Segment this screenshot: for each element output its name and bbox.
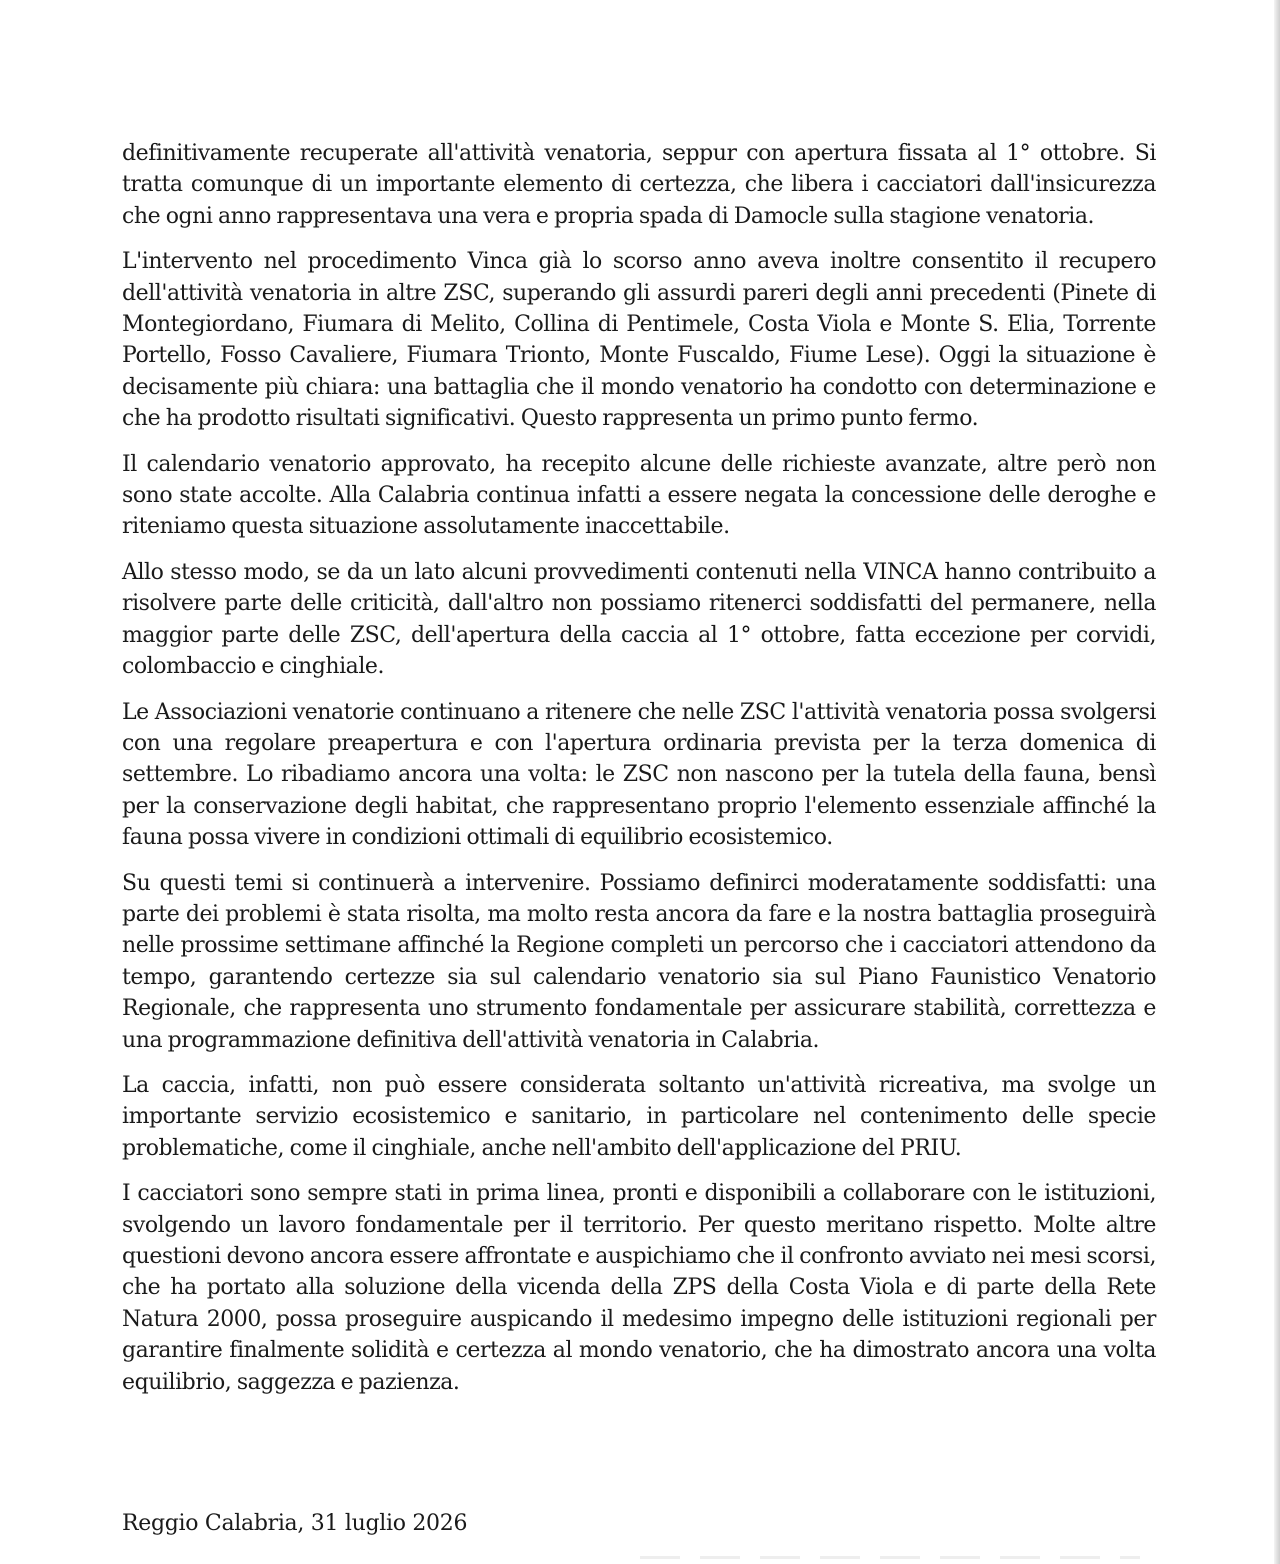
document-body — [122, 138, 1156, 1412]
paragraph-5: Le Associazioni venatorie continuano a ritenere che nelle ZSC l'attività venatoria possa svolgersi con una regolare preapertura e con l'apertura ordinaria prevista per la terza domenica di settembre. Lo ribadiamo ancora una volta: le ZSC non nascono per la tutela della fauna, bensì per la conservazione degli habitat, che rappresentano proprio l'elemento essenziale affinché la fauna possa vivere in condizioni ottimali di equilibrio ecosistemico. — [122, 699, 1156, 851]
paragraph-1: definitivamente recuperate all'attività venatoria, seppur con apertura fissata al 1° ottobre. Si tratta comunque di un importante elemento di certezza, che libera i cacciatori dall'insicurezza che ogni anno rappresentava una vera e propria spada di Damocle sulla stagione venatoria. — [122, 141, 1156, 229]
paragraph-6: Su questi temi si continuerà a intervenire. Possiamo definirci moderatamente soddisfatti: una parte dei problemi è stata risolta, ma molto resta ancora da fare e la nostra battaglia proseguirà nelle prossime settimane affinché la Regione completi un percorso che i cacciatori attendono da tempo, garantendo certezze sia sul calendario venatorio sia sul Piano Faunistico Venatorio Regionale, che rappresenta uno strumento fondamentale per assicurare stabilità, correttezza e una programmazione definitiva dell'attività venatoria in Calabria. — [122, 870, 1156, 1053]
paragraph-4: Allo stesso modo, se da un lato alcuni provvedimenti contenuti nella VINCA hanno contribuito a risolvere parte delle criticità, dall'altro non possiamo ritenerci soddisfatti del permanere, nella maggior parte delle ZSC, dell'apertura della caccia al 1° ottobre, fatta eccezione per corvidi, colombaccio e cinghiale. — [122, 559, 1156, 680]
page-edge-shadow — [1274, 0, 1280, 1564]
paragraph-8: I cacciatori sono sempre stati in prima linea, pronti e disponibili a collaborare con le istituzioni, svolgendo un lavoro fondamentale per il territorio. Per questo meritano rispetto. Molte altre questioni devono ancora essere affrontate e auspichiamo che il confronto avviato nei mesi scorsi, che ha portato alla soluzione della vicenda della ZPS della Costa Viola e di parte della Rete Natura 2000, possa proseguire auspicando il medesimo impegno delle istituzioni regionali per garantire finalmente solidità e certezza al mondo venatorio, che ha dimostrato ancora una volta equilibrio, saggezza e pazienza. — [122, 1181, 1156, 1395]
paragraph-7: La caccia, infatti, non può essere considerata soltanto un'attività ricreativa, ma svolge un importante servizio ecosistemico e sanitario, in particolare nel contenimento delle specie problematiche, come il cinghiale, anche nell'ambito dell'applicazione del PRIU. — [122, 1072, 1156, 1161]
paragraph-3: Il calendario venatorio approvato, ha recepito alcune delle richieste avanzate, altre però non sono state accolte. Alla Calabria continua infatti a essere negata la concessione delle deroghe e riteniamo questa situazione assolutamente inaccettabile. — [122, 451, 1156, 540]
place-and-date: Reggio Calabria, 31 luglio 2026 — [122, 1511, 468, 1536]
scan-artifact — [640, 1556, 1140, 1559]
paragraph-2: L'intervento nel procedimento Vinca già lo scorso anno aveva inoltre consentito il recupero dell'attività venatoria in altre ZSC, superando gli assurdi pareri degli anni precedenti (Pinete di Montegiordano, Fiumara di Melito, Collina di Pentimele, Costa Viola e Monte S. Elia, Torrente Portello, Fosso Cavaliere, Fiumara Trionto, Monte Fuscaldo, Fiume Lese). Oggi la situazione è decisamente più chiara: una battaglia che il mondo venatorio ha condotto con determinazione e che ha prodotto risultati significativi. Questo rappresenta un primo punto fermo. — [122, 249, 1156, 432]
